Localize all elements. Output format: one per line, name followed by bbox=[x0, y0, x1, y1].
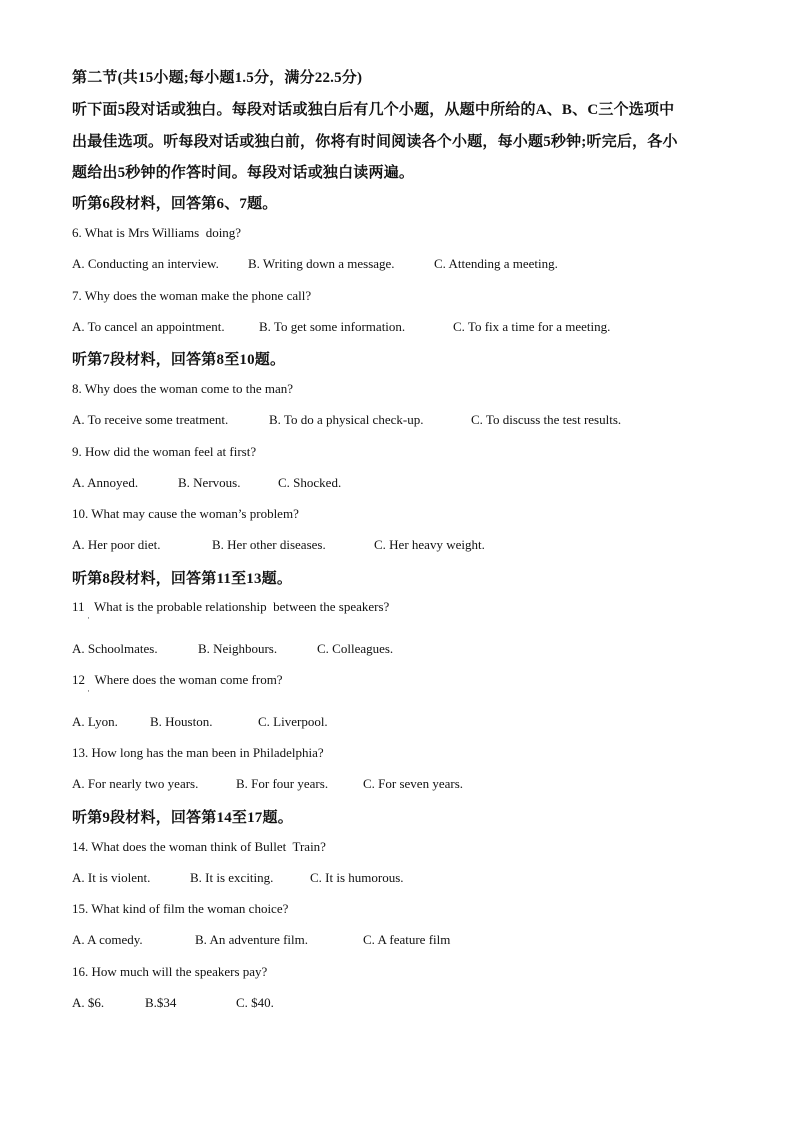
q9-option-a: A. Annoyed. bbox=[72, 475, 139, 490]
question-16: 16. How much will the speakers pay? bbox=[72, 964, 268, 979]
question-11: 11 What is the probable relationship between the speakers? bbox=[72, 599, 390, 614]
q15-option-b: B. An adventure film. bbox=[195, 932, 309, 947]
q15-option-c: C. A feature film bbox=[363, 932, 451, 947]
q13-option-a: A. For nearly two years. bbox=[72, 776, 199, 791]
question-15: 15. What kind of film the woman choice? bbox=[72, 901, 289, 916]
question-12: 12 Where does the woman come from? bbox=[72, 672, 283, 687]
q14-option-c: C. It is humorous. bbox=[310, 870, 404, 885]
question-9: 9. How did the woman feel at first? bbox=[72, 444, 257, 459]
q11-option-b: B. Neighbours. bbox=[198, 641, 278, 656]
q11-option-c: C. Colleagues. bbox=[317, 641, 394, 656]
q16-option-c: C. $40. bbox=[236, 995, 274, 1010]
q13-option-c: C. For seven years. bbox=[363, 776, 464, 791]
passage-header-9: 听第9段材料，回答第14至17题。 bbox=[72, 810, 293, 826]
q7-option-b: B. To get some information. bbox=[259, 319, 406, 334]
q9-option-c: C. Shocked. bbox=[278, 475, 342, 490]
q16-option-b: B.$34 bbox=[145, 995, 177, 1010]
q7-option-c: C. To fix a time for a meeting. bbox=[453, 319, 611, 334]
q6-option-b: B. Writing down a message. bbox=[248, 256, 395, 271]
q13-option-b: B. For four years. bbox=[236, 776, 329, 791]
question-14: 14. What does the woman think of Bullet Train? bbox=[72, 839, 326, 854]
q8-option-a: A. To receive some treatment. bbox=[72, 412, 229, 427]
q12-option-a: A. Lyon. bbox=[72, 714, 118, 729]
q11-option-a: A. Schoolmates. bbox=[72, 641, 158, 656]
q14-option-a: A. It is violent. bbox=[72, 870, 151, 885]
q6-option-a: A. Conducting an interview. bbox=[72, 256, 219, 271]
passage-header-6: 听第6段材料，回答第6、7题。 bbox=[72, 196, 278, 212]
q6-option-c: C. Attending a meeting. bbox=[434, 256, 558, 271]
question-13: 13. How long has the man been in Philadelphia? bbox=[72, 745, 324, 760]
question-8: 8. Why does the woman come to the man? bbox=[72, 381, 294, 396]
q12-option-b: B. Houston. bbox=[150, 714, 213, 729]
stray-dot-mark: · bbox=[87, 613, 90, 623]
passage-header-8: 听第8段材料，回答第11至13题。 bbox=[72, 571, 293, 587]
q7-option-a: A. To cancel an appointment. bbox=[72, 319, 225, 334]
q10-option-a: A. Her poor diet. bbox=[72, 537, 161, 552]
q10-option-c: C. Her heavy weight. bbox=[374, 537, 485, 552]
q14-option-b: B. It is exciting. bbox=[190, 870, 274, 885]
instruction-line-3: 题给出5秒钟的作答时间。每段对话或独白读两遍。 bbox=[72, 165, 415, 181]
stray-dot-mark: · bbox=[87, 686, 90, 696]
instruction-line-1: 听下面5段对话或独白。每段对话或独白后有几个小题，从题中所给的A、B、C三个选项中 bbox=[72, 102, 675, 118]
q15-option-a: A. A comedy. bbox=[72, 932, 143, 947]
q10-option-b: B. Her other diseases. bbox=[212, 537, 326, 552]
q16-option-a: A. $6. bbox=[72, 995, 105, 1010]
q12-option-c: C. Liverpool. bbox=[258, 714, 328, 729]
section-header: 第二节(共15小题;每小题1.5分，满分22.5分) bbox=[72, 70, 363, 86]
instruction-line-2: 出最佳选项。听每段对话或独白前，你将有时间阅读各个小题，每小题5秒钟;听完后，各小 bbox=[72, 134, 678, 150]
question-7: 7. Why does the woman make the phone call? bbox=[72, 288, 312, 303]
q8-option-c: C. To discuss the test results. bbox=[471, 412, 622, 427]
q9-option-b: B. Nervous. bbox=[178, 475, 241, 490]
q8-option-b: B. To do a physical check-up. bbox=[269, 412, 424, 427]
question-6: 6. What is Mrs Williams doing? bbox=[72, 225, 242, 240]
question-10: 10. What may cause the woman’s problem? bbox=[72, 506, 299, 521]
passage-header-7: 听第7段材料，回答第8至10题。 bbox=[72, 352, 286, 368]
